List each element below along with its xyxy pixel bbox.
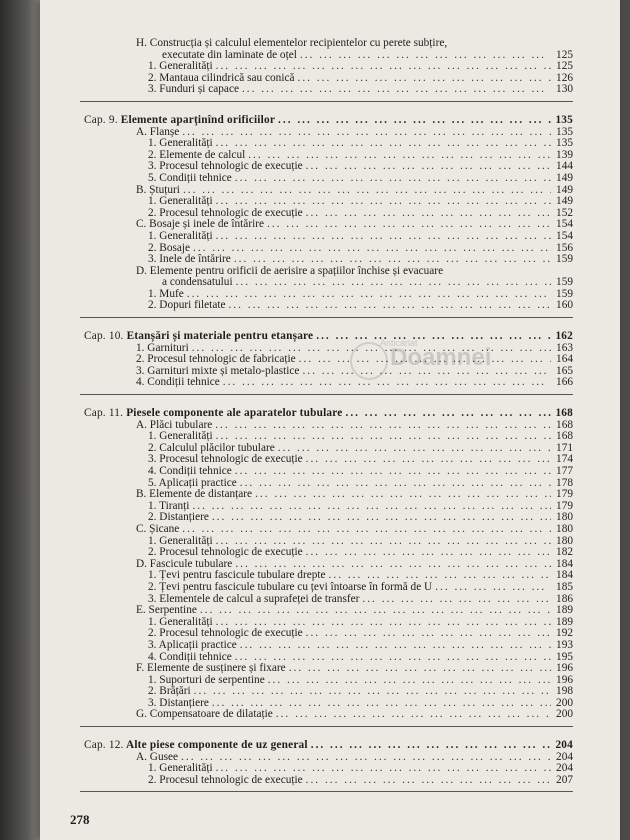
toc-page-number: 204 <box>556 750 573 763</box>
toc-page-number: 168 <box>556 418 573 431</box>
section-divider <box>80 726 573 727</box>
toc-page-number: 192 <box>556 627 573 640</box>
dot-leader <box>220 377 551 389</box>
dot-leader <box>295 73 552 85</box>
toc-entry-title: 1. Generalități <box>148 534 213 547</box>
toc-entry-title: 1. Generalități <box>148 615 213 628</box>
toc-page-number: 156 <box>556 241 573 254</box>
toc-entry-title: H. Construcția și calculul elementelor recipientelor cu perete subțire, <box>136 37 448 49</box>
toc-entry <box>80 377 573 389</box>
toc-page-number: 189 <box>556 615 573 628</box>
chapter-entry <box>80 115 573 127</box>
toc-page-number: 162 <box>555 330 573 343</box>
toc-entry-title: C. Șicane <box>136 522 180 535</box>
toc-page-number: 168 <box>555 407 573 420</box>
dot-leader <box>237 478 551 490</box>
toc-entry-title: 4. Condiții tehnice <box>136 376 220 389</box>
toc-entry-title: 1. Țevi pentru fascicule tubulare drepte <box>148 569 326 582</box>
book-gutter <box>0 0 40 840</box>
toc-page-number: 180 <box>556 511 573 524</box>
toc-entry-title: 2. Distanțiere <box>148 511 209 524</box>
dot-leader <box>264 219 551 231</box>
chapter-title: Alte piese componente de uz general <box>125 739 308 752</box>
dot-leader <box>191 686 551 698</box>
toc-page-number: 130 <box>556 83 573 96</box>
toc-entry-title: 5. Aplicații practice <box>148 476 237 489</box>
toc-entry-title: D. Fascicule tubulare <box>136 557 233 570</box>
dot-leader <box>303 161 551 173</box>
toc-page-number: 125 <box>556 60 573 73</box>
toc-page-number: 204 <box>555 739 573 752</box>
toc-entry-title <box>84 408 343 420</box>
toc-page-number: 149 <box>556 171 573 184</box>
toc-page-number: 178 <box>556 476 573 489</box>
toc-page-number: 159 <box>556 253 573 266</box>
toc-entry-title <box>84 115 275 127</box>
toc-entry-title: 1. Generalități <box>148 60 213 73</box>
chapter-entry <box>80 408 573 420</box>
toc-entry <box>80 266 573 278</box>
toc-entry-title: E. Serpentine <box>136 604 197 617</box>
dot-leader <box>303 208 551 220</box>
toc-page-number: 179 <box>556 499 573 512</box>
dot-leader <box>299 366 551 378</box>
chapter-entry <box>80 740 573 752</box>
chapter-number: Cap. 10. <box>84 330 124 343</box>
dot-leader <box>209 512 551 524</box>
toc-page-number: 168 <box>556 430 573 443</box>
toc-entry-title: 3. Distanțiere <box>148 696 209 709</box>
toc-entry-title: 1. Generalități <box>148 430 213 443</box>
page-number: 278 <box>70 812 90 827</box>
toc-entry-title: B. Ștuțuri <box>136 183 180 196</box>
toc-page-number: 193 <box>556 638 573 651</box>
toc-entry-title: B. Elemente de distanțare <box>136 488 253 501</box>
toc-page-number: 164 <box>556 353 573 366</box>
toc-entry <box>80 196 573 208</box>
toc-entry <box>80 173 573 185</box>
toc-entry-title <box>84 740 308 752</box>
chapter-entry <box>80 331 573 343</box>
toc-entry-title: A. Gusee <box>136 750 179 763</box>
table-of-contents <box>80 38 573 796</box>
toc-page-number: 135 <box>556 125 573 138</box>
section-divider <box>80 317 573 318</box>
dot-leader <box>296 354 551 366</box>
toc-page-number: 184 <box>556 569 573 582</box>
toc-entry <box>80 640 573 652</box>
toc-entry <box>80 709 573 721</box>
section-divider <box>80 394 573 395</box>
watermark-big-text: Doamnei <box>390 344 492 371</box>
dot-leader <box>239 84 551 96</box>
dot-leader <box>225 300 551 312</box>
dot-leader <box>213 196 551 208</box>
dot-leader <box>303 454 551 466</box>
toc-entry-title: a condensatului <box>162 276 233 289</box>
dot-leader <box>184 289 551 301</box>
toc-page-number: 159 <box>556 276 573 289</box>
toc-entry-title: 1. Garnituri <box>136 341 189 354</box>
dot-leader <box>286 663 551 675</box>
chapter-number: Cap. 9. <box>84 113 118 126</box>
toc-page-number: 204 <box>556 762 573 775</box>
toc-entry <box>80 663 573 675</box>
dot-leader <box>212 420 551 432</box>
dot-leader <box>179 524 551 536</box>
toc-entry-title: C. Bosaje și inele de întărire <box>136 218 264 231</box>
toc-entry-title: 2. Bosaje <box>148 241 191 254</box>
dot-leader <box>273 709 551 721</box>
toc-entry <box>80 254 573 266</box>
toc-entry-title: 3. Funduri și capace <box>148 83 239 96</box>
dot-leader <box>303 775 551 787</box>
toc-entry-title: 1. Suporturi de serpentine <box>148 673 265 686</box>
toc-entry-title: 2. Procesul tehnologic de fabricație <box>136 353 296 366</box>
toc-page-number: 182 <box>556 546 573 559</box>
toc-page-number: 198 <box>556 685 573 698</box>
dot-leader <box>252 489 551 501</box>
toc-page-number: 184 <box>556 557 573 570</box>
toc-entry <box>80 84 573 96</box>
toc-entry-title: executate din laminate de oțel <box>162 48 297 61</box>
toc-entry <box>80 775 573 787</box>
dot-leader <box>359 594 551 606</box>
toc-entry <box>80 524 573 536</box>
toc-page-number: 180 <box>556 534 573 547</box>
toc-entry <box>80 466 573 478</box>
toc-entry-title: F. Elemente de susținere și fixare <box>136 662 286 675</box>
toc-entry-title: 3. Aplicații practice <box>148 638 237 651</box>
toc-page-number: 180 <box>556 522 573 535</box>
toc-entry-title: 1. Tiranți <box>148 499 190 512</box>
toc-entry <box>80 300 573 312</box>
toc-page-number: 179 <box>556 488 573 501</box>
toc-entry <box>80 605 573 617</box>
toc-page-number: 196 <box>556 662 573 675</box>
toc-entry-title: 2. Țevi pentru fascicule tubulare cu țevi întoarse în formă de U <box>148 580 433 593</box>
toc-page-number: 154 <box>556 229 573 242</box>
toc-page-number: 152 <box>556 206 573 219</box>
toc-entry-title: 1. Generalități <box>148 762 213 775</box>
toc-entry-title: 2. Brățări <box>148 685 191 698</box>
toc-entry-title: A. Flanșe <box>136 125 180 138</box>
toc-entry-title: 1. Mufe <box>148 287 184 300</box>
toc-entry <box>80 138 573 150</box>
dot-leader <box>189 501 551 513</box>
toc-entry-title: 3. Procesul tehnologic de execuție <box>148 453 303 466</box>
toc-entry-title: 1. Generalități <box>148 195 213 208</box>
dot-leader <box>303 628 551 640</box>
toc-page-number: 126 <box>556 71 573 84</box>
section-divider <box>80 791 573 792</box>
dot-leader <box>343 408 552 420</box>
watermark-small-text: Anticariat <box>380 338 418 348</box>
toc-page-number: 125 <box>556 48 573 61</box>
toc-page-number: 177 <box>556 465 573 477</box>
chapter-title: Etanșări și materiale pentru etanșare <box>126 330 314 343</box>
dot-leader <box>179 127 551 139</box>
toc-page-number: 186 <box>556 592 573 605</box>
toc-entry-title: 1. Generalități <box>148 229 213 242</box>
dot-leader <box>190 243 551 255</box>
toc-entry-title: 4. Condiții tehnice <box>148 465 232 477</box>
toc-page-number: 171 <box>556 441 573 454</box>
toc-page-number: 185 <box>556 580 573 593</box>
toc-entry-title: 3. Inele de întărire <box>148 253 231 266</box>
dot-leader <box>180 185 551 197</box>
toc-entry-title: 2. Calculul plăcilor tubulare <box>148 441 275 454</box>
toc-entry-title: 2. Procesul tehnologic de execuție <box>148 627 303 640</box>
toc-entry-title: 2. Dopuri filetate <box>148 299 226 312</box>
toc-entry <box>80 231 573 243</box>
toc-entry-title: 5. Condiții tehnice <box>148 171 232 184</box>
dot-leader <box>231 254 551 266</box>
toc-page-number: 160 <box>556 299 573 312</box>
dot-leader <box>197 605 551 617</box>
toc-page-number: 159 <box>556 287 573 300</box>
dot-leader <box>237 640 551 652</box>
toc-page-number: 166 <box>556 376 573 389</box>
toc-page-number: 149 <box>556 183 573 196</box>
dot-leader <box>275 443 551 455</box>
toc-entry-title: 1. Generalități <box>148 137 213 150</box>
toc-page-number: 135 <box>555 113 573 126</box>
toc-page-number: 196 <box>556 673 573 686</box>
toc-entry-title: 2. Procesul tehnologic de execuție <box>148 206 303 219</box>
toc-page-number: 165 <box>556 364 573 377</box>
toc-entry-title: 2. Procesul tehnologic de execuție <box>148 546 303 559</box>
toc-entry-title: A. Plăci tubulare <box>136 418 213 431</box>
chapter-number: Cap. 11. <box>84 407 124 420</box>
toc-page-number: 195 <box>556 650 573 663</box>
chapter-number: Cap. 12. <box>84 739 124 752</box>
toc-page-number: 189 <box>556 604 573 617</box>
dot-leader <box>303 547 551 559</box>
toc-page-number: 174 <box>556 453 573 466</box>
toc-entry-title: G. Compensatoare de dilatație <box>136 708 273 721</box>
toc-entry-title: 3. Garnituri mixte și metalo-plastice <box>136 364 300 377</box>
toc-page-number: 200 <box>556 696 573 709</box>
toc-page-number: 163 <box>556 341 573 354</box>
toc-page-number: 139 <box>556 148 573 161</box>
dot-leader <box>233 277 551 289</box>
toc-entry <box>80 38 573 50</box>
section-divider <box>80 101 573 102</box>
toc-page-number: 154 <box>556 218 573 231</box>
dot-leader <box>275 115 551 127</box>
toc-entry-title: 2. Mantaua cilindrică sau conică <box>148 71 295 84</box>
toc-entry-title: 2. Procesul tehnologic de execuție <box>148 773 303 786</box>
toc-entry-title: D. Elemente pentru orificii de aerisire a spațiilor închise și evacuare <box>136 264 444 277</box>
toc-entry-title: 3. Procesul tehnologic de execuție <box>148 160 303 173</box>
dot-leader <box>178 752 551 764</box>
toc-page-number: 207 <box>556 773 573 786</box>
toc-page-number: 149 <box>556 195 573 208</box>
toc-entry <box>80 547 573 559</box>
chapter-title: Elemente aparținînd orificiilor <box>120 113 276 126</box>
dot-leader <box>213 231 551 243</box>
toc-entry <box>80 582 573 594</box>
dot-leader <box>232 466 551 478</box>
chapter-title: Piesele componente ale aparatelor tubulare <box>126 407 343 420</box>
toc-entry-title: 4. Condiții tehnice <box>148 650 232 663</box>
dot-leader <box>232 173 551 185</box>
toc-entry-title <box>84 331 313 343</box>
dot-leader <box>213 138 551 150</box>
dot-leader <box>308 740 551 752</box>
toc-page-number: 200 <box>556 708 573 721</box>
dot-leader <box>297 50 551 62</box>
dot-leader <box>313 331 551 343</box>
toc-page-number: 144 <box>556 160 573 173</box>
toc-entry-title: 2. Elemente de calcul <box>148 148 246 161</box>
dot-leader <box>432 582 551 594</box>
toc-entry-title: 3. Elementele de calcul a suprafeței de transfer <box>148 592 360 605</box>
toc-page-number: 135 <box>556 137 573 150</box>
dot-leader <box>265 675 551 687</box>
